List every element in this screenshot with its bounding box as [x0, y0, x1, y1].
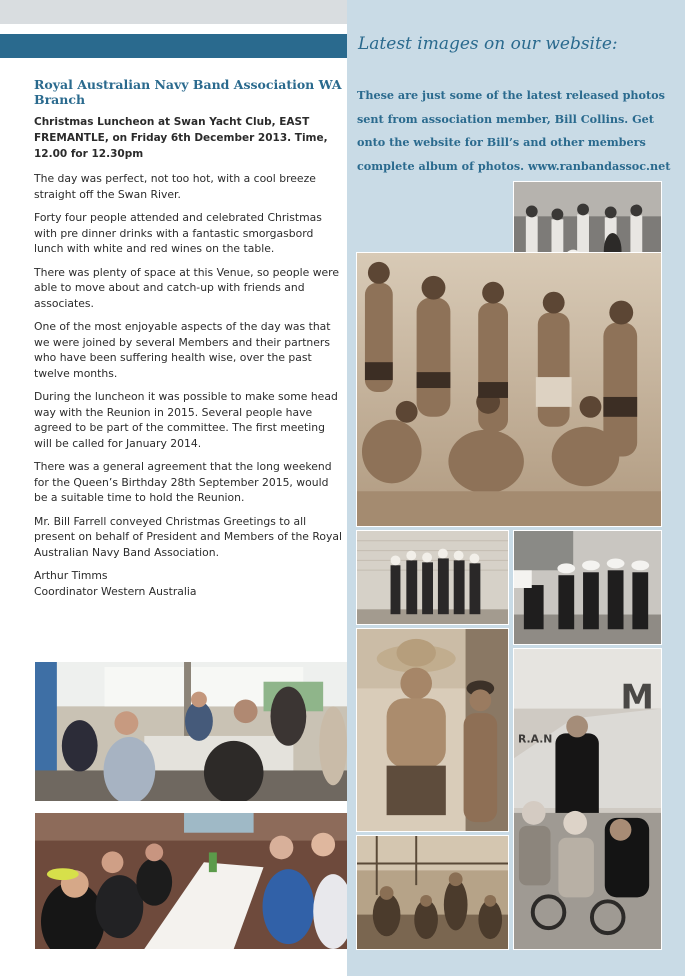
top-strip [0, 0, 347, 24]
beach-group-photo [356, 252, 662, 527]
band-lineup-photo [356, 530, 509, 625]
article-paragraph: Forty four people attended and celebrated Christmas with pre dinner drinks with a fantastic smorgasbord lunch with white and red wines on the table. [34, 211, 322, 255]
article [34, 77, 344, 599]
luncheon-photo-outdoor [34, 661, 348, 802]
website-panel-title: Latest images on our website: [358, 34, 618, 54]
article-paragraph: There was plenty of space at this Venue, so people were able to move about and catch-up with friends and associates. [34, 265, 340, 310]
article-paragraph: One of the most enjoyable aspects of the day was that we were joined by several Members and their partners who have been suffering health wise, over the past twelve months. [34, 320, 331, 380]
plane-lettering: R.A.N [517, 732, 553, 746]
article-lead: Christmas Luncheon at Swan Yacht Club, EAST FREMANTLE, on Friday 6th December 2013. Time, 12.00 for 12.30pm [34, 116, 328, 160]
sailors-hat-photo [356, 628, 509, 832]
article-paragraph: During the luncheon it was possible to make some head way with the Reunion in 2015. Several people have agreed to be part of the committee. The first meeting will be called for January 2014. [34, 390, 338, 450]
signature-title: Coordinator Western Australia [34, 584, 197, 598]
luncheon-photo-indoor [34, 812, 348, 950]
article-paragraph: The day was perfect, not too hot, with a cool breeze straight off the Swan River. [34, 172, 316, 201]
website-panel-text: These are just some of the latest released photos sent from association member, Bill Collins. Get onto the website for Bill’s and other members complete album of photos. www.ranbandassoc.net [357, 88, 671, 173]
article-paragraph: Mr. Bill Farrell conveyed Christmas Greetings to all present on behalf of President and Members of the Royal Australian Navy Band Association. [34, 514, 343, 559]
signature-name: Arthur Timms [34, 569, 108, 582]
marching-band-photo [513, 530, 662, 645]
article-heading: Royal Australian Navy Band Association WA Branch [34, 77, 342, 107]
header-bar [0, 34, 347, 58]
ship-deck-photo [356, 835, 509, 950]
article-paragraph: There was a general agreement that the long weekend for the Queen’s Birthday 28th September 2015, would be a suitable time to hold the Reunion. [34, 460, 332, 504]
officer-children-photo [513, 648, 662, 950]
plane-marking: M [620, 677, 654, 717]
